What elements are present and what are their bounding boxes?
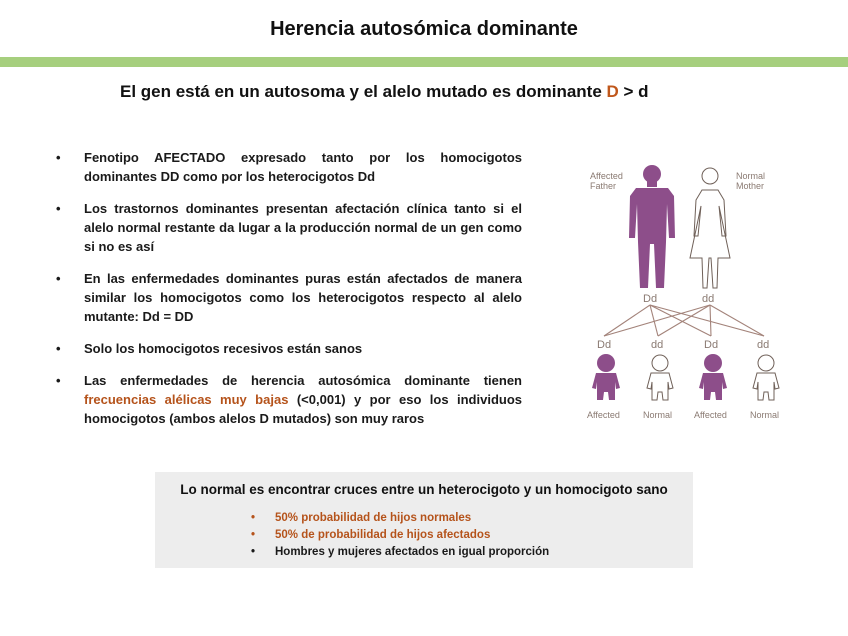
bullet-icon: • [56, 150, 61, 165]
subtitle-rest: > d [618, 82, 649, 101]
mother-label-line1: Normal [736, 171, 766, 181]
title-divider-bar [0, 57, 848, 67]
child-1-status: Affected [587, 410, 620, 420]
father-label-line1: Affected [590, 171, 623, 181]
slide-title: Herencia autosómica dominante [270, 18, 578, 40]
affected-child-1-icon [592, 354, 620, 400]
point-item [56, 371, 522, 428]
point-item [56, 199, 522, 256]
key-points-list [56, 148, 522, 441]
father-label-line2: Father [590, 181, 617, 191]
point-text-start: Las enfermedades de herencia autosómica dominante tienen [84, 373, 522, 388]
mother-genotype: dd [702, 293, 715, 305]
summary-callout-box [155, 472, 693, 568]
bullet-icon: • [251, 529, 256, 541]
child-3-genotype: Dd [704, 339, 719, 351]
child-3-status: Affected [694, 410, 727, 420]
point-text: Fenotipo AFECTADO expresado tanto por los homocigotos dominantes DD como por los heterocigotos Dd [84, 150, 522, 184]
callout-item [251, 544, 549, 561]
point-highlight: frecuencias alélicas muy bajas [84, 392, 289, 407]
father-genotype: Dd [643, 293, 658, 305]
bullet-icon: • [56, 271, 61, 286]
child-4-status: Normal [750, 410, 780, 420]
bullet-icon: • [56, 201, 61, 216]
callout-item [251, 527, 549, 544]
normal-mother-icon [690, 168, 730, 288]
child-2-status: Normal [643, 410, 673, 420]
normal-child-4-icon [753, 355, 779, 400]
callout-item-text: 50% de probabilidad de hijos afectados [275, 529, 491, 541]
child-2-genotype: dd [651, 339, 664, 351]
slide-subtitle [120, 82, 649, 102]
point-item [56, 148, 522, 186]
bullet-icon: • [56, 373, 61, 388]
callout-list [251, 510, 549, 561]
pedigree-diagram [578, 160, 792, 430]
subtitle-dominant-allele: D [606, 82, 619, 101]
point-text: Los trastornos dominantes presentan afectación clínica tanto si el alelo normal restante da lugar a la producción normal de un gen como si no es así [84, 201, 522, 254]
bullet-icon: • [251, 512, 256, 524]
subtitle-text: El gen está en un autosoma y el alelo mutado es dominante [120, 82, 607, 101]
callout-item [251, 510, 549, 527]
affected-father-icon [629, 165, 675, 288]
mother-label-line2: Mother [736, 181, 765, 191]
bullet-icon: • [251, 546, 256, 558]
callout-item-text: 50% probabilidad de hijos normales [275, 512, 472, 524]
point-text: En las enfermedades dominantes puras están afectados de manera similar los homocigotos como los heterocigotos respecto al alelo mutante: Dd = DD [84, 271, 522, 324]
normal-child-2-icon [647, 355, 673, 400]
point-text: Solo los homocigotos recesivos están sanos [84, 341, 363, 356]
callout-heading: Lo normal es encontrar cruces entre un heterocigoto y un homocigoto sano [180, 482, 668, 497]
child-4-genotype: dd [757, 339, 770, 351]
child-1-genotype: Dd [597, 339, 612, 351]
inheritance-lines [604, 305, 764, 336]
point-item [56, 269, 522, 326]
point-text-end: (<0,001) y por eso los individuos homocigotos (ambos alelos D mutados) son muy raros [84, 392, 522, 426]
inheritance-pedigree-figure [578, 160, 792, 430]
affected-child-3-icon [699, 354, 727, 400]
bullet-icon: • [56, 341, 61, 356]
callout-item-text: Hombres y mujeres afectados en igual proporción [275, 546, 550, 558]
point-item [56, 339, 522, 358]
